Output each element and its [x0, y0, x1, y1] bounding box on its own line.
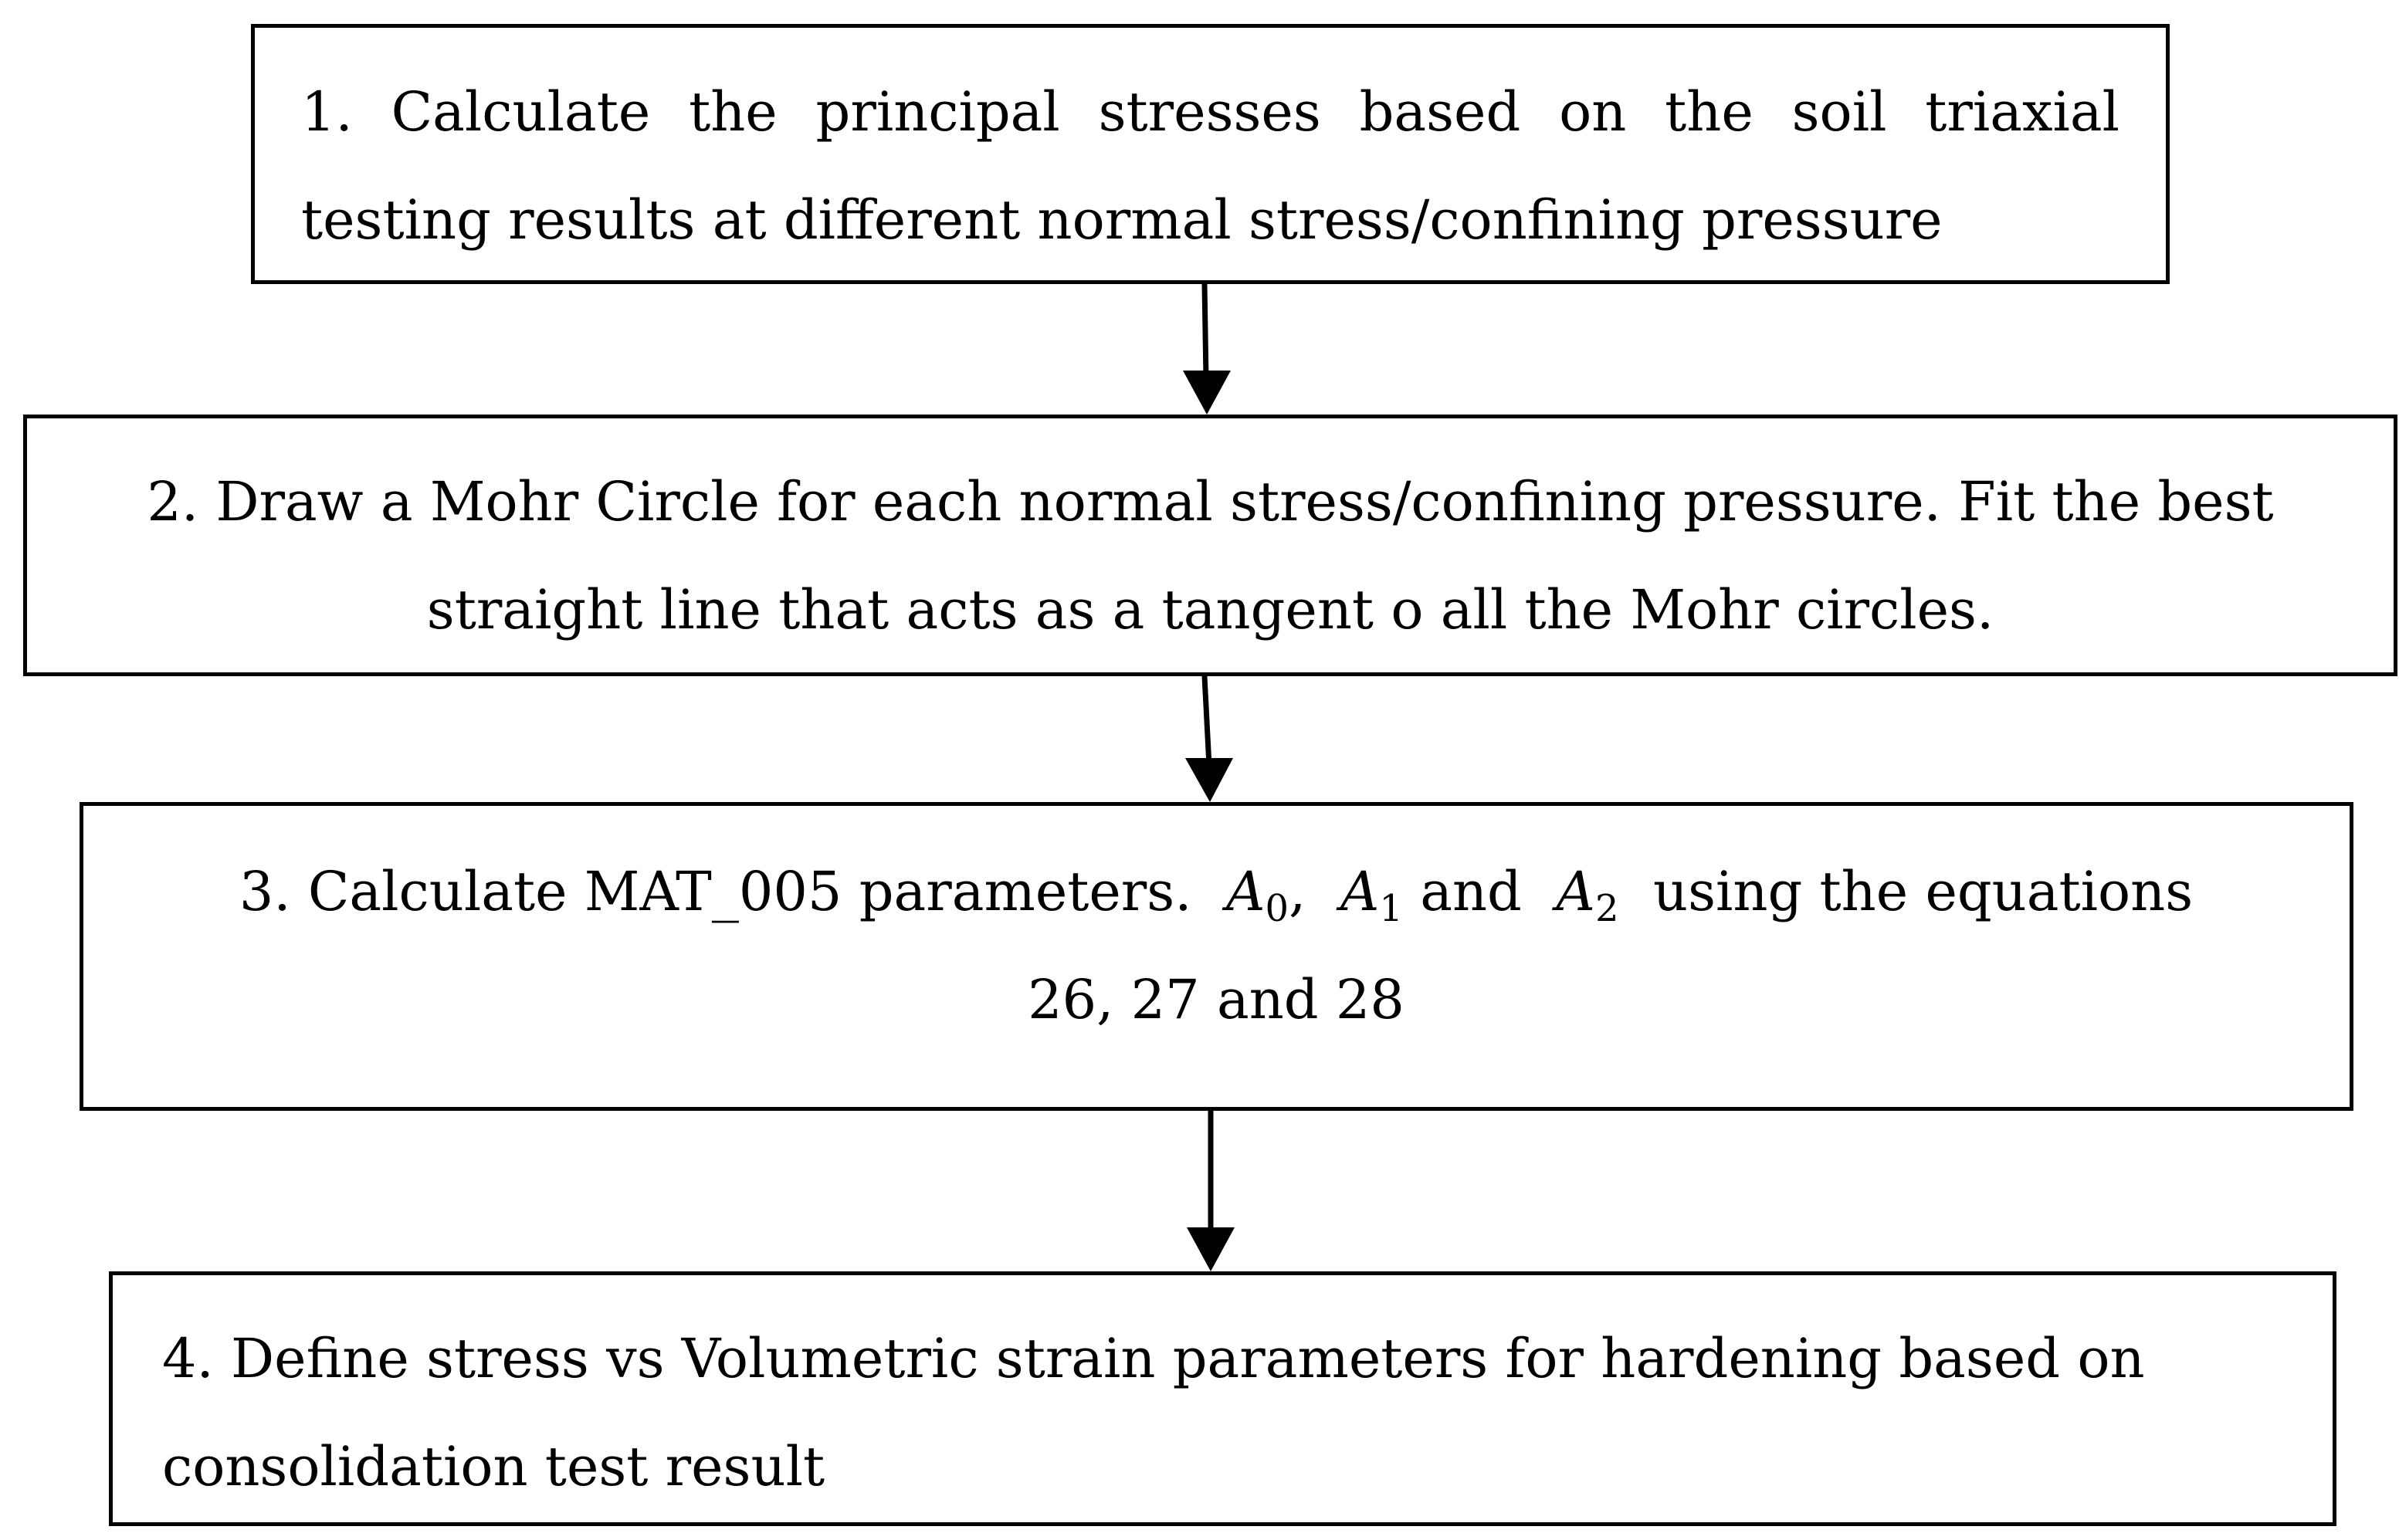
- symbol-a0: $A_0$: [1225, 860, 1289, 930]
- step-3-prefix: 3. Calculate MAT_005 parameters.: [239, 860, 1192, 923]
- step-4-text: 4. Define stress vs Volumetric strain parameters for hardening based on consolidation test result: [162, 1327, 2145, 1498]
- symbol-a1: $A_1$: [1340, 860, 1403, 930]
- arrow-2-to-3: [1185, 676, 1233, 802]
- symbol-a2: $A_2$: [1556, 860, 1619, 930]
- step-2-text: 2. Draw a Mohr Circle for each normal stress/confining pressure. Fit the best straight line that acts as a tangent o all the Mohr circles.: [147, 470, 2274, 641]
- step-1-text: 1. Calculate the principal stresses based on the soil triaxial testing results at different normal stress/confining pressure: [301, 80, 2119, 252]
- step-3-line2: 26, 27 and 28: [1028, 968, 1404, 1031]
- arrow-3-to-4: [1187, 1111, 1235, 1271]
- arrow-1-to-2: [1183, 284, 1231, 415]
- comma: ,: [1289, 860, 1306, 923]
- step-3-suffix: using the equations: [1653, 860, 2194, 923]
- and-word: and: [1420, 860, 1522, 923]
